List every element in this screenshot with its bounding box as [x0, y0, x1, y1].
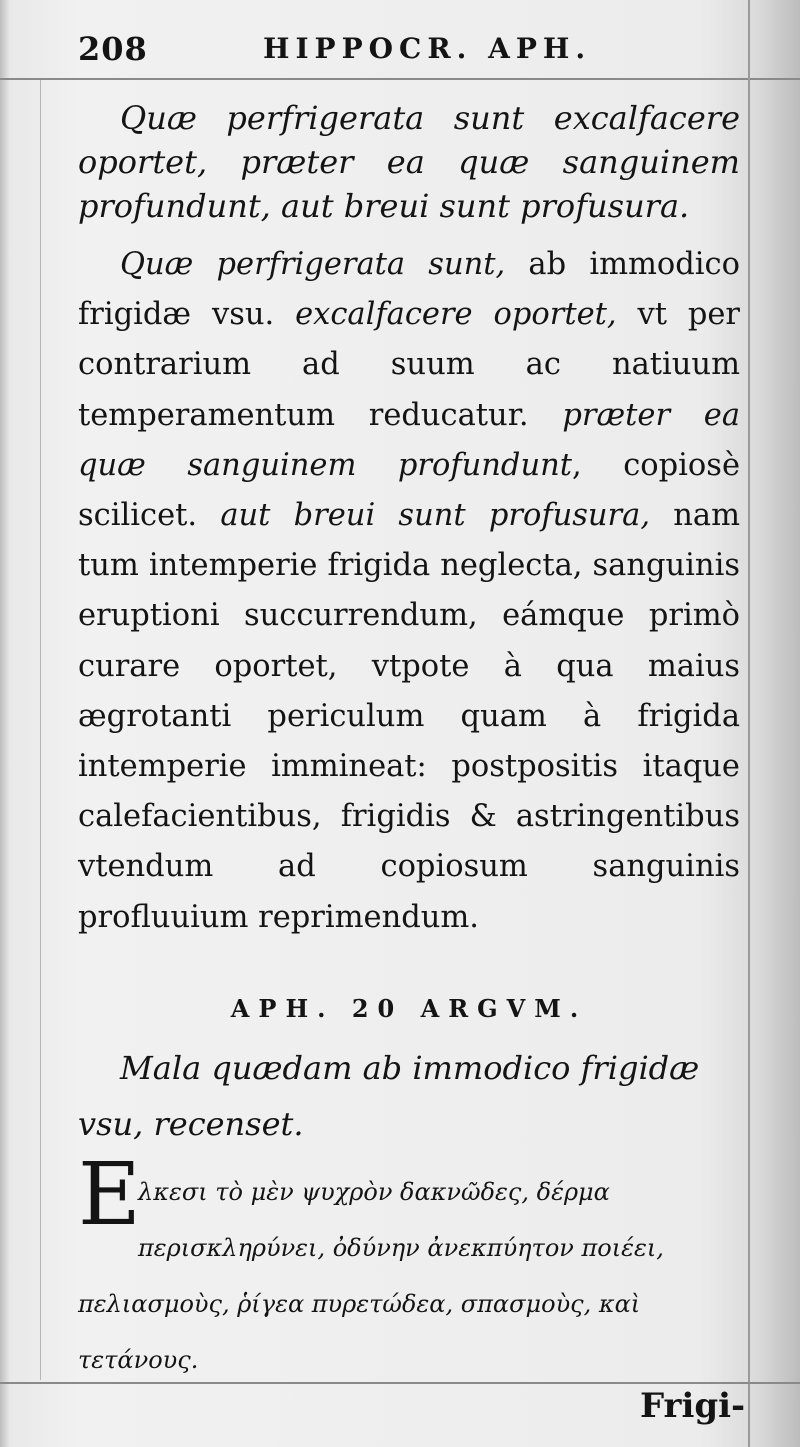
commentary-text-3: , copiosè scilicet. [78, 447, 740, 534]
commentary-text-4: nam tum intemperie frigida neglecta, sanguinis eruptioni succurrendum, eámque primò curare oportet, vtpote à qua maius ægrotanti periculum quam à frigida intemperie immineat: postpositis itaque calefacientibus, frigidis & astringentibus vtendum ad copiosum sanguinis profluuium reprimendum. [78, 498, 740, 935]
page-margin-line [40, 80, 41, 1380]
running-head: HIPPOCR. APH. [263, 32, 592, 65]
commentary-lemma-2: excalfacere oportet, [295, 297, 617, 333]
commentary-lemma-3: præter ea quæ sanguinem profundunt [78, 397, 741, 483]
greek-lines [78, 1164, 740, 1388]
greek-line-1: λκεσι τὸ μὲν ψυχρὸν δακνῶδες, δέρμα [138, 1178, 610, 1206]
greek-aphorism [78, 1145, 740, 1374]
page-header [78, 22, 738, 72]
page-number: 208 [78, 30, 148, 68]
aphorism-text: Quæ perfrigerata sunt excalfacere oportet, præter ea quæ sanguinem profundunt, aut breui sunt profusura. [78, 99, 740, 225]
commentary-lemma-4: aut breui sunt profusura, [220, 498, 651, 534]
commentary-lemma: Quæ perfrigerata sunt, [120, 247, 506, 282]
commentary-text-2: vt per contrarium ad suum ac natiuum temperamentum reducatur. [78, 297, 740, 433]
drop-cap: E [78, 1145, 141, 1245]
greek-line-4: τετάνους. [78, 1346, 199, 1374]
top-rule [0, 78, 800, 80]
section-heading: APH. 20 ARGVM. [230, 994, 588, 1023]
commentary-paragraph [78, 240, 740, 943]
commentary-text-1: ab immodico frigidæ vsu. [78, 247, 740, 333]
greek-line-3: πελιασμοὺς, ῥίγεα πυρετώδεα, σπασμοὺς, καὶ [78, 1290, 641, 1318]
bottom-rule [0, 1382, 800, 1384]
argument-text: Mala quædam ab immodico frigidæ vsu, recenset. [78, 1049, 700, 1143]
catchword: Frigi- [640, 1386, 746, 1426]
gutter-rule [748, 0, 750, 1447]
greek-line-2: περισκληρύνει, ὀδύνην ἀνεκπύητον ποιέει, [138, 1234, 664, 1262]
